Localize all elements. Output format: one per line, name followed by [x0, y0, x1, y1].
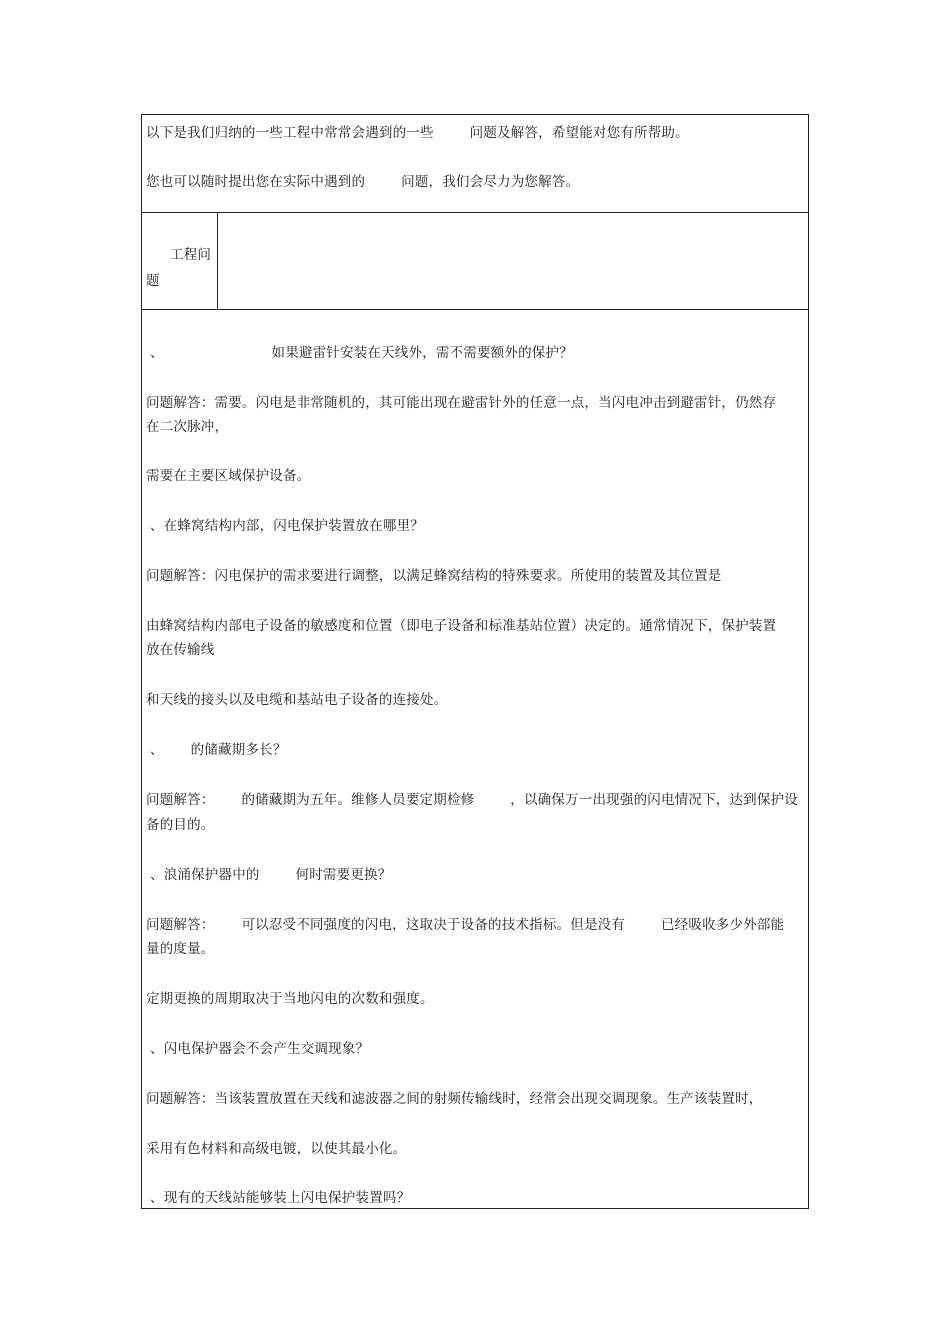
question-5: 、闪电保护器会不会产生交调现象？: [150, 1041, 370, 1057]
question-6: 、现有的天线站能够装上闪电保护装置吗？: [150, 1190, 411, 1206]
answer-5-line-1: 问题解答：当该装置放置在天线和滤波器之间的射频传输线时，经常会出现交调现象。生产该装置时，: [146, 1091, 763, 1107]
answer-2-line-1: 问题解答：闪电保护的需求要进行调整，以满足蜂窝结构的特殊要求。所使用的装置及其位置是: [146, 568, 722, 584]
answer-4-line-3: 定期更换的周期取决于当地闪电的次数和强度。: [146, 991, 434, 1007]
answer-1-line-2: 在二次脉冲，: [146, 419, 229, 435]
answer-2-line-4: 和天线的接头以及电缆和基站电子设备的连接处。: [146, 692, 448, 708]
header-cell-divider: [217, 212, 218, 309]
answer-5-line-2: 采用有色材料和高级电镀，以使其最小化。: [146, 1141, 407, 1157]
answer-1-line-3: 需要在主要区域保护设备。: [146, 468, 311, 484]
answer-2-line-3: 放在传输线: [146, 642, 215, 658]
question-1: 、 如果避雷针安装在天线外，需不需要额外的保护？: [150, 345, 573, 361]
question-3: 、 的储藏期多长？: [150, 742, 287, 758]
header-cell-label-cont: 题: [146, 273, 160, 289]
intro-line-2: 您也可以随时提出您在实际中遇到的 问题，我们会尽力为您解答。: [146, 174, 580, 190]
answer-2-line-2: 由蜂窝结构内部电子设备的敏感度和位置（即电子设备和标准基站位置）决定的。通常情况下，保护装置: [146, 618, 777, 634]
question-4: 、浪涌保护器中的 何时需要更换？: [150, 867, 392, 883]
question-2: 、在蜂窝结构内部，闪电保护装置放在哪里？: [150, 518, 424, 534]
answer-4-line-1: 问题解答： 可以忍受不同强度的闪电，这取决于设备的技术指标。但是没有 已经吸收多少外部能: [146, 917, 785, 933]
header-cell-label: 工程问: [170, 247, 212, 263]
answer-3-line-2: 备的目的。: [146, 817, 215, 833]
table-divider: [141, 212, 809, 213]
answer-3-line-1: 问题解答： 的储藏期为五年。维修人员要定期检修 ，以确保万一出现强的闪电情况下，达到保护设: [146, 792, 798, 808]
answer-4-line-2: 量的度量。: [146, 941, 215, 957]
intro-line-1: 以下是我们归纳的一些工程中常常会遇到的一些 问题及解答，希望能对您有所帮助。: [146, 125, 689, 141]
answer-1-line-1: 问题解答：需要。闪电是非常随机的，其可能出现在避雷针外的任意一点，当闪电冲击到避雷针，仍然存: [146, 395, 777, 411]
table-divider: [141, 309, 809, 310]
